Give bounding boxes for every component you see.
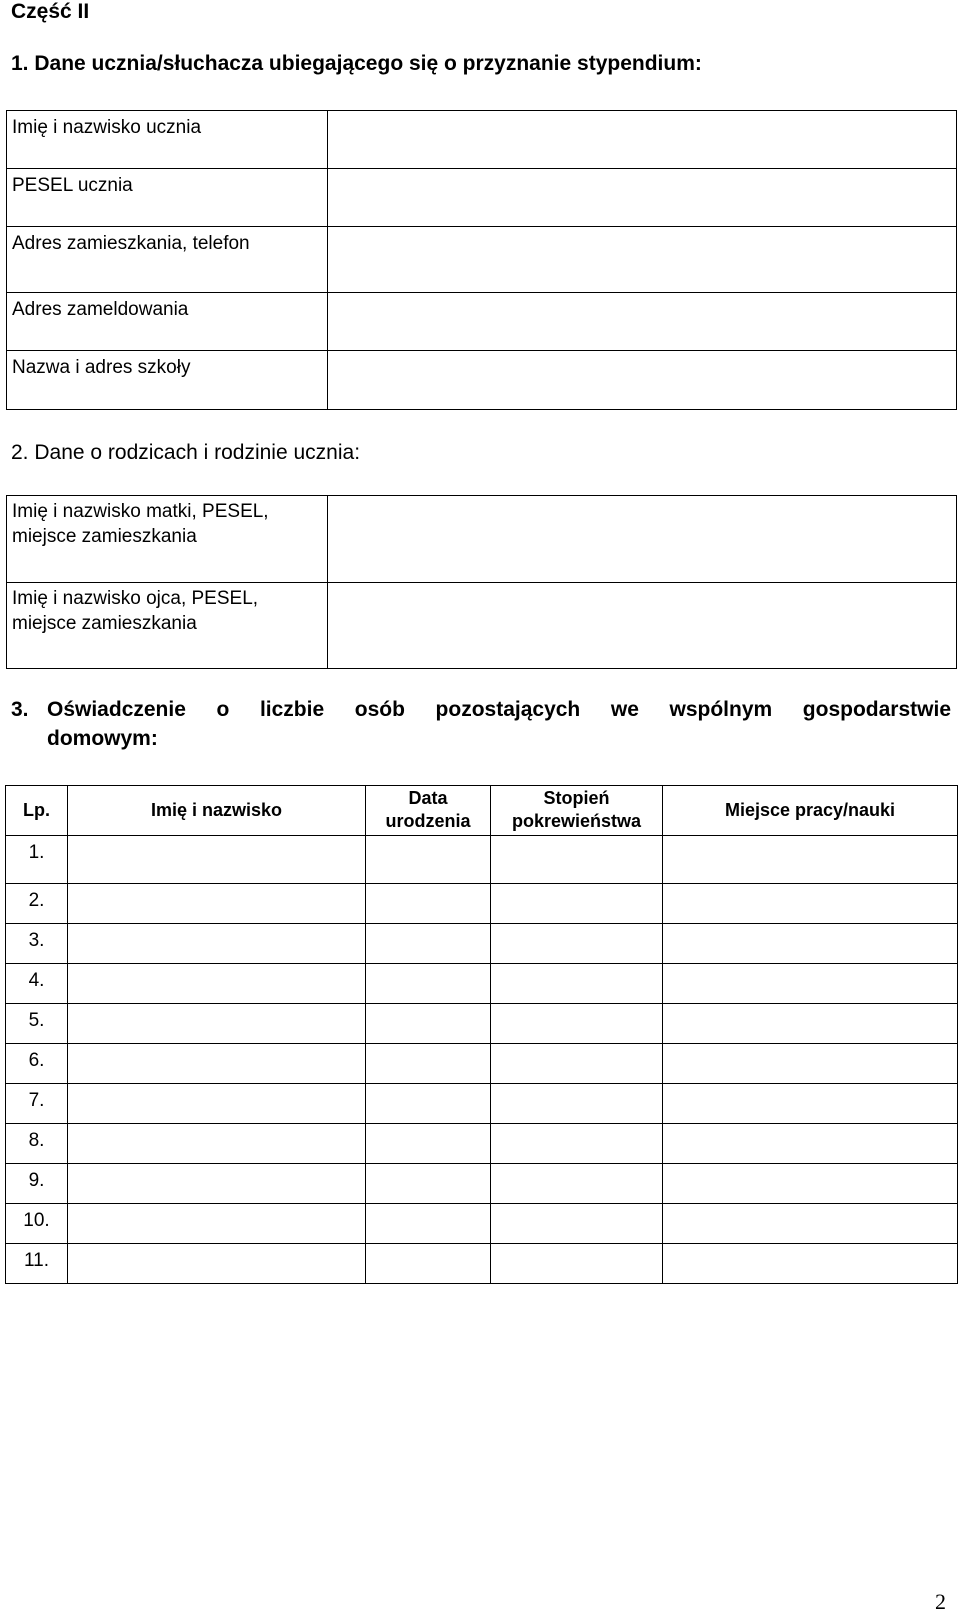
cell-kinship[interactable] — [491, 1204, 663, 1244]
header-birth-date-line1: Data — [408, 788, 448, 808]
label-mother-line2: miejsce zamieszkania — [12, 526, 197, 547]
section-2-title: 2. Dane o rodzicach i rodzinie ucznia: — [11, 441, 361, 464]
table-row — [6, 924, 958, 964]
row-number: 1. — [6, 836, 68, 884]
cell-kinship[interactable] — [491, 924, 663, 964]
section-1-title: 1. Dane ucznia/słuchacza ubiegającego się o przyznanie stypendium: — [11, 52, 702, 75]
cell-name[interactable] — [68, 1084, 366, 1124]
row-number: 3. — [6, 924, 68, 964]
cell-name[interactable] — [68, 1204, 366, 1244]
header-name: Imię i nazwisko — [68, 786, 366, 836]
cell-work-place[interactable] — [663, 1084, 958, 1124]
row-number: 5. — [6, 1004, 68, 1044]
cell-work-place[interactable] — [663, 884, 958, 924]
cell-work-place[interactable] — [663, 1164, 958, 1204]
field-mother[interactable] — [327, 496, 956, 583]
label-father-line2: miejsce zamieszkania — [12, 613, 197, 634]
row-number: 4. — [6, 964, 68, 1004]
cell-work-place[interactable] — [663, 964, 958, 1004]
cell-name[interactable] — [68, 884, 366, 924]
cell-work-place[interactable] — [663, 924, 958, 964]
parents-data-table — [6, 495, 957, 669]
row-number: 6. — [6, 1044, 68, 1084]
cell-kinship[interactable] — [491, 1084, 663, 1124]
table-row — [6, 836, 958, 884]
cell-kinship[interactable] — [491, 964, 663, 1004]
label-residence-address: Adres zamieszkania, telefon — [7, 227, 328, 293]
table-row — [6, 1004, 958, 1044]
cell-birth-date[interactable] — [366, 1044, 491, 1084]
cell-name[interactable] — [68, 1044, 366, 1084]
label-father — [7, 583, 328, 669]
cell-birth-date[interactable] — [366, 924, 491, 964]
label-school: Nazwa i adres szkoły — [7, 351, 328, 410]
cell-name[interactable] — [68, 1004, 366, 1044]
cell-birth-date[interactable] — [366, 884, 491, 924]
row-number: 8. — [6, 1124, 68, 1164]
table-row — [6, 1044, 958, 1084]
cell-kinship[interactable] — [491, 1124, 663, 1164]
cell-kinship[interactable] — [491, 836, 663, 884]
cell-work-place[interactable] — [663, 1204, 958, 1244]
header-birth-date-line2: urodzenia — [385, 811, 471, 831]
row-number: 7. — [6, 1084, 68, 1124]
label-mother-line1: Imię i nazwisko matki, PESEL, — [12, 501, 269, 522]
cell-name[interactable] — [68, 964, 366, 1004]
cell-work-place[interactable] — [663, 1004, 958, 1044]
table-row — [6, 884, 958, 924]
table-row — [6, 964, 958, 1004]
row-number: 11. — [6, 1244, 68, 1284]
row-number: 9. — [6, 1164, 68, 1204]
table-row — [6, 1164, 958, 1204]
header-kinship-line1: Stopień — [543, 788, 610, 808]
cell-kinship[interactable] — [491, 1164, 663, 1204]
header-work-place: Miejsce pracy/nauki — [663, 786, 958, 836]
part-title: Część II — [11, 0, 90, 23]
student-data-table — [6, 110, 957, 410]
table-row — [6, 1204, 958, 1244]
cell-birth-date[interactable] — [366, 1204, 491, 1244]
cell-name[interactable] — [68, 1124, 366, 1164]
field-residence-address[interactable] — [327, 227, 956, 293]
cell-name[interactable] — [68, 1164, 366, 1204]
section-3-title-line1: Oświadczenie o liczbie osób pozostających we wspólnym gospodarstwie — [47, 698, 951, 721]
cell-kinship[interactable] — [491, 1004, 663, 1044]
table-row — [6, 1124, 958, 1164]
cell-work-place[interactable] — [663, 836, 958, 884]
cell-birth-date[interactable] — [366, 1244, 491, 1284]
field-school[interactable] — [327, 351, 956, 410]
label-student-pesel: PESEL ucznia — [7, 169, 328, 227]
cell-name[interactable] — [68, 836, 366, 884]
cell-kinship[interactable] — [491, 884, 663, 924]
field-registered-address[interactable] — [327, 293, 956, 351]
cell-work-place[interactable] — [663, 1244, 958, 1284]
field-student-pesel[interactable] — [327, 169, 956, 227]
row-number: 10. — [6, 1204, 68, 1244]
cell-birth-date[interactable] — [366, 836, 491, 884]
cell-birth-date[interactable] — [366, 1124, 491, 1164]
header-kinship-line2: pokrewieństwa — [511, 811, 642, 831]
cell-work-place[interactable] — [663, 1124, 958, 1164]
household-table — [5, 785, 958, 1284]
label-registered-address: Adres zameldowania — [7, 293, 328, 351]
household-header-row — [6, 786, 958, 836]
section-3-title-line2: domowym: — [47, 727, 158, 750]
field-father[interactable] — [327, 583, 956, 669]
cell-work-place[interactable] — [663, 1044, 958, 1084]
cell-kinship[interactable] — [491, 1044, 663, 1084]
cell-name[interactable] — [68, 1244, 366, 1284]
header-birth-date — [366, 786, 491, 836]
section-3-number: 3. — [11, 698, 29, 721]
cell-birth-date[interactable] — [366, 1084, 491, 1124]
field-student-name[interactable] — [327, 111, 956, 169]
table-row — [6, 1244, 958, 1284]
cell-birth-date[interactable] — [366, 964, 491, 1004]
label-father-line1: Imię i nazwisko ojca, PESEL, — [12, 588, 259, 609]
label-student-name: Imię i nazwisko ucznia — [7, 111, 328, 169]
row-number: 2. — [6, 884, 68, 924]
header-lp: Lp. — [6, 786, 68, 836]
cell-birth-date[interactable] — [366, 1164, 491, 1204]
table-row — [6, 1084, 958, 1124]
page-number: 2 — [935, 1589, 946, 1614]
header-kinship — [491, 786, 663, 836]
label-mother — [7, 496, 328, 583]
cell-birth-date[interactable] — [366, 1004, 491, 1044]
cell-kinship[interactable] — [491, 1244, 663, 1284]
cell-name[interactable] — [68, 924, 366, 964]
